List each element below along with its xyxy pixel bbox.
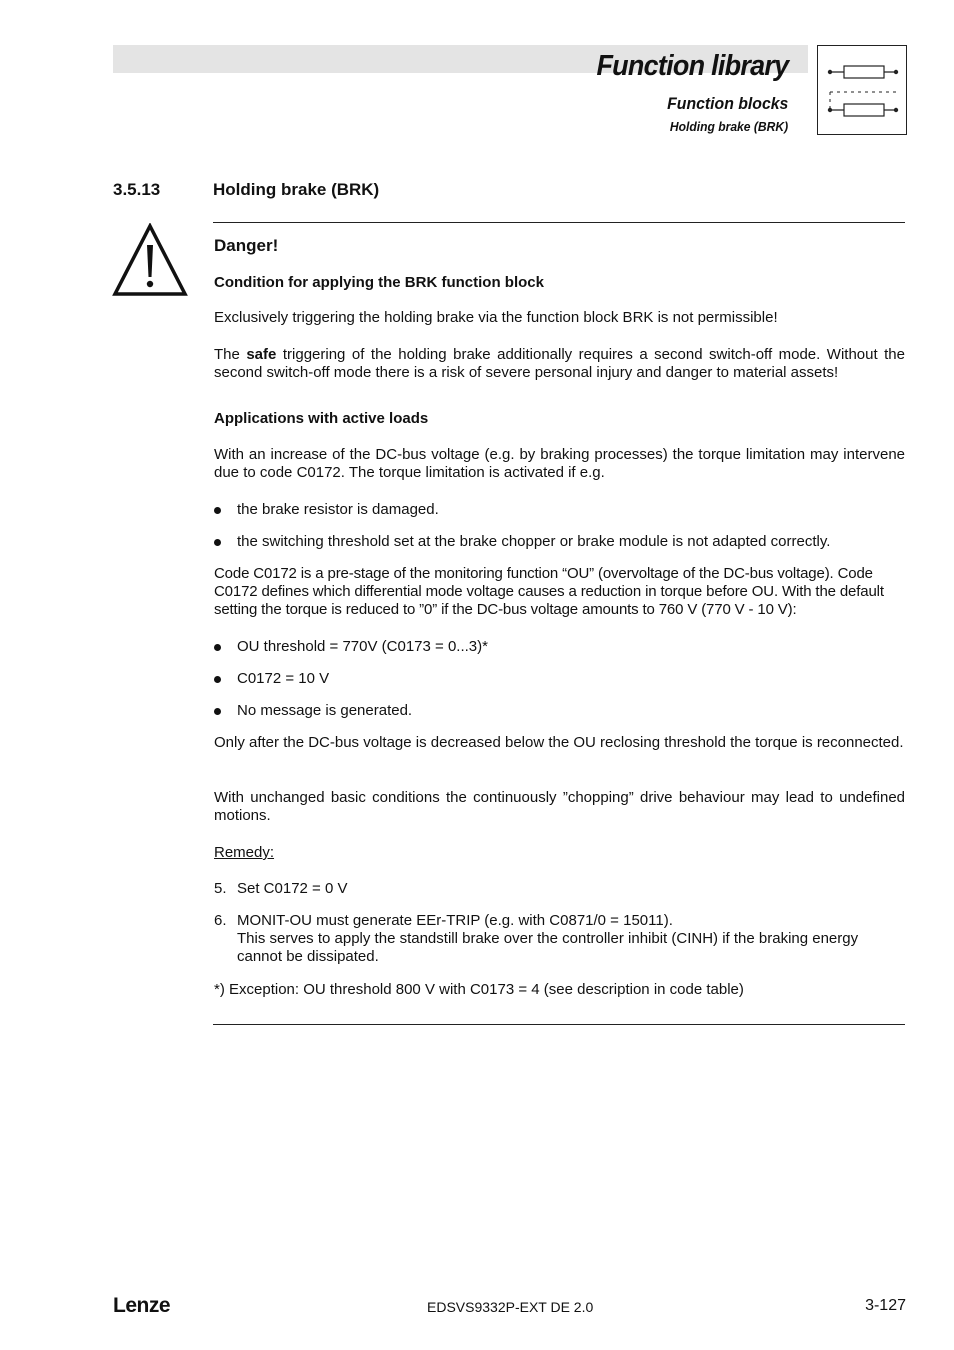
paragraph-chopping: With unchanged basic conditions the continuously ”chopping” drive behaviour may lead to undefined motions. xyxy=(214,789,905,824)
paragraph-c0172: Code C0172 is a pre-stage of the monitoring function “OU” (overvoltage of the DC-bus voltage). Code C0172 defines which differential mode voltage causes a reduction in torque before OU. With the default setting the torque is reduced to ”0” if the DC-bus voltage amounts to 760 V (770 V - 10 V): xyxy=(214,565,884,618)
numbered-item-text-cont: This serves to apply the standstill brake over the controller inhibit (CINH) if the braking energy cannot be dissipated. xyxy=(237,930,859,965)
list-item-text: C0172 = 10 V xyxy=(237,670,330,687)
footnote: *) Exception: OU threshold 800 V with C0173 = 4 (see description in code table) xyxy=(214,981,744,998)
danger-heading: Danger! xyxy=(214,236,279,255)
numbered-item-number: 6. xyxy=(214,912,227,929)
paragraph-reconnect: Only after the DC-bus voltage is decreased below the OU reclosing threshold the torque is reconnected. xyxy=(214,734,904,751)
paragraph-safe-pre: The xyxy=(214,346,247,363)
divider-bottom xyxy=(213,1024,905,1025)
chapter-subsubtitle: Holding brake (BRK) xyxy=(669,119,788,134)
function-block-icon xyxy=(817,45,907,135)
paragraph-safe xyxy=(214,346,905,382)
remedy-label xyxy=(214,844,905,862)
list-item-text: No message is generated. xyxy=(237,702,413,719)
list-item-text: the switching threshold set at the brake chopper or brake module is not adapted correctly. xyxy=(237,533,831,550)
numbered-item-text: MONIT-OU must generate EEr-TRIP (e.g. with C0871/0 = 15011). xyxy=(237,912,673,929)
warning-icon xyxy=(112,223,188,297)
numbered-item-number: 5. xyxy=(214,880,227,897)
numbered-item-text: Set C0172 = 0 V xyxy=(237,880,348,897)
remedy-label-text: Remedy: xyxy=(214,844,275,861)
list-item-text: the brake resistor is damaged. xyxy=(237,501,439,518)
numbered-item xyxy=(214,880,905,898)
paragraph-exclusive: Exclusively triggering the holding brake via the function block BRK is not permissible! xyxy=(214,309,778,326)
divider-top xyxy=(213,222,905,223)
lenze-logo: Lenze xyxy=(113,1294,171,1317)
section-title: Holding brake (BRK) xyxy=(213,180,380,199)
section-number: 3.5.13 xyxy=(113,180,161,199)
condition-heading: Condition for applying the BRK function block xyxy=(214,274,544,291)
paragraph-safe-post: triggering of the holding brake additionally requires a second switch-off mode. Without the second switch-off mode there is a risk of severe personal injury and danger to material assets! xyxy=(214,346,905,381)
paragraph-dc-bus: With an increase of the DC-bus voltage (e.g. by braking processes) the torque limitation may intervene due to code C0172. The torque limitation is activated if e.g. xyxy=(214,446,905,481)
chapter-subtitle: Function blocks xyxy=(666,94,788,113)
numbered-item xyxy=(214,912,905,968)
chapter-title: Function library xyxy=(596,50,788,82)
paragraph-safe-bold: safe xyxy=(246,346,277,363)
document-id: EDSVS9332P-EXT DE 2.0 xyxy=(427,1299,594,1315)
page-number: 3-127 xyxy=(865,1297,906,1314)
list-item-text: OU threshold = 770V (C0173 = 0...3)* xyxy=(237,638,488,655)
applications-heading: Applications with active loads xyxy=(214,410,429,427)
